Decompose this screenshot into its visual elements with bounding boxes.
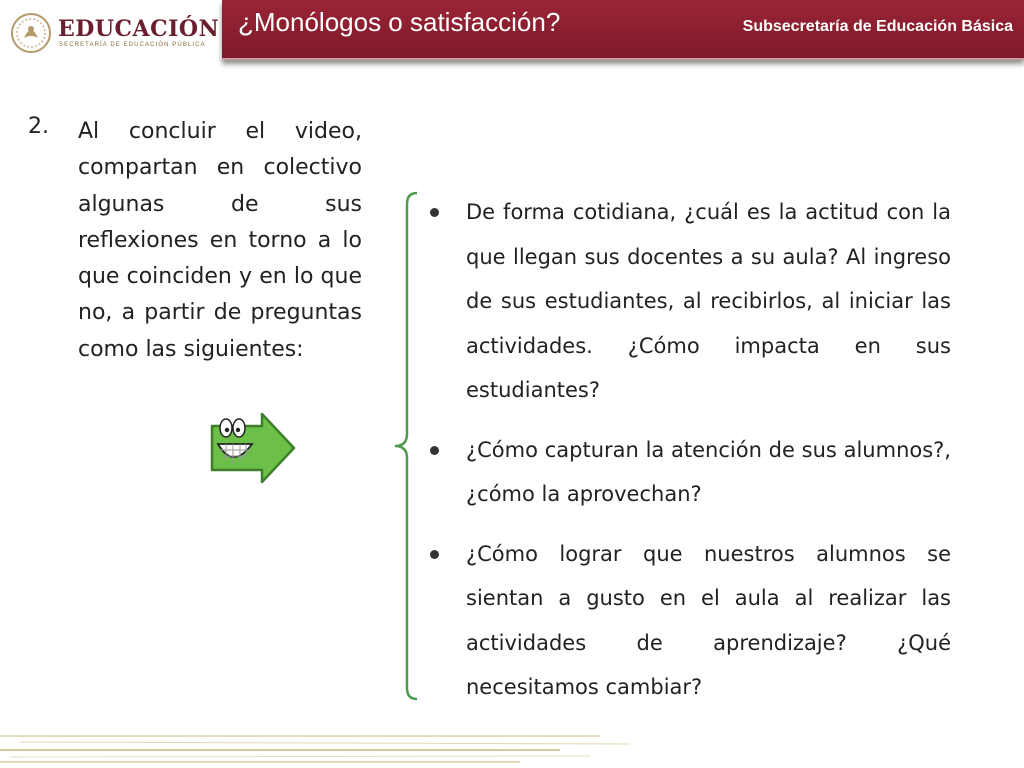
bullet-icon (430, 208, 439, 217)
slide-title: ¿Monólogos o satisfacción? (238, 7, 561, 37)
department-label: Subsecretaría de Educación Básica (742, 18, 1013, 35)
logo-area (0, 0, 222, 62)
bullet-icon (430, 550, 439, 559)
question-list (430, 190, 951, 725)
footer-decoration (0, 728, 640, 768)
question-text: De forma cotidiana, ¿cuál es la actitud con la que llegan sus docentes a su aula? Al ingreso de sus estudiantes, al recibirlos, al iniciar las actividades. ¿Cómo impacta en sus estudiantes? (466, 200, 951, 402)
header-bar (222, 0, 1024, 60)
bullet-icon (430, 446, 439, 455)
list-item (430, 190, 951, 413)
instruction-text: Al concluir el video, compartan en colectivo algunas de sus reflexiones en torno a lo que coinciden y en lo que no, a partir de preguntas como las siguientes: (78, 119, 362, 362)
smiley-arrow-icon (206, 412, 298, 484)
curly-bracket (391, 190, 421, 702)
question-text: ¿Cómo capturan la atención de sus alumnos?, ¿cómo la aprovechan? (466, 437, 951, 506)
item-number: 2. (28, 114, 49, 139)
logo-subtitle: SECRETARÍA DE EDUCACIÓN PÚBLICA (59, 42, 206, 48)
list-item (430, 428, 951, 517)
list-item (430, 532, 951, 710)
question-text: ¿Cómo lograr que nuestros alumnos se sientan a gusto en el aula al realizar las actividades de aprendizaje? ¿Qué necesitamos cambiar? (466, 541, 951, 699)
logo-title: EDUCACIÓN (58, 16, 220, 42)
national-seal-icon (10, 12, 52, 54)
